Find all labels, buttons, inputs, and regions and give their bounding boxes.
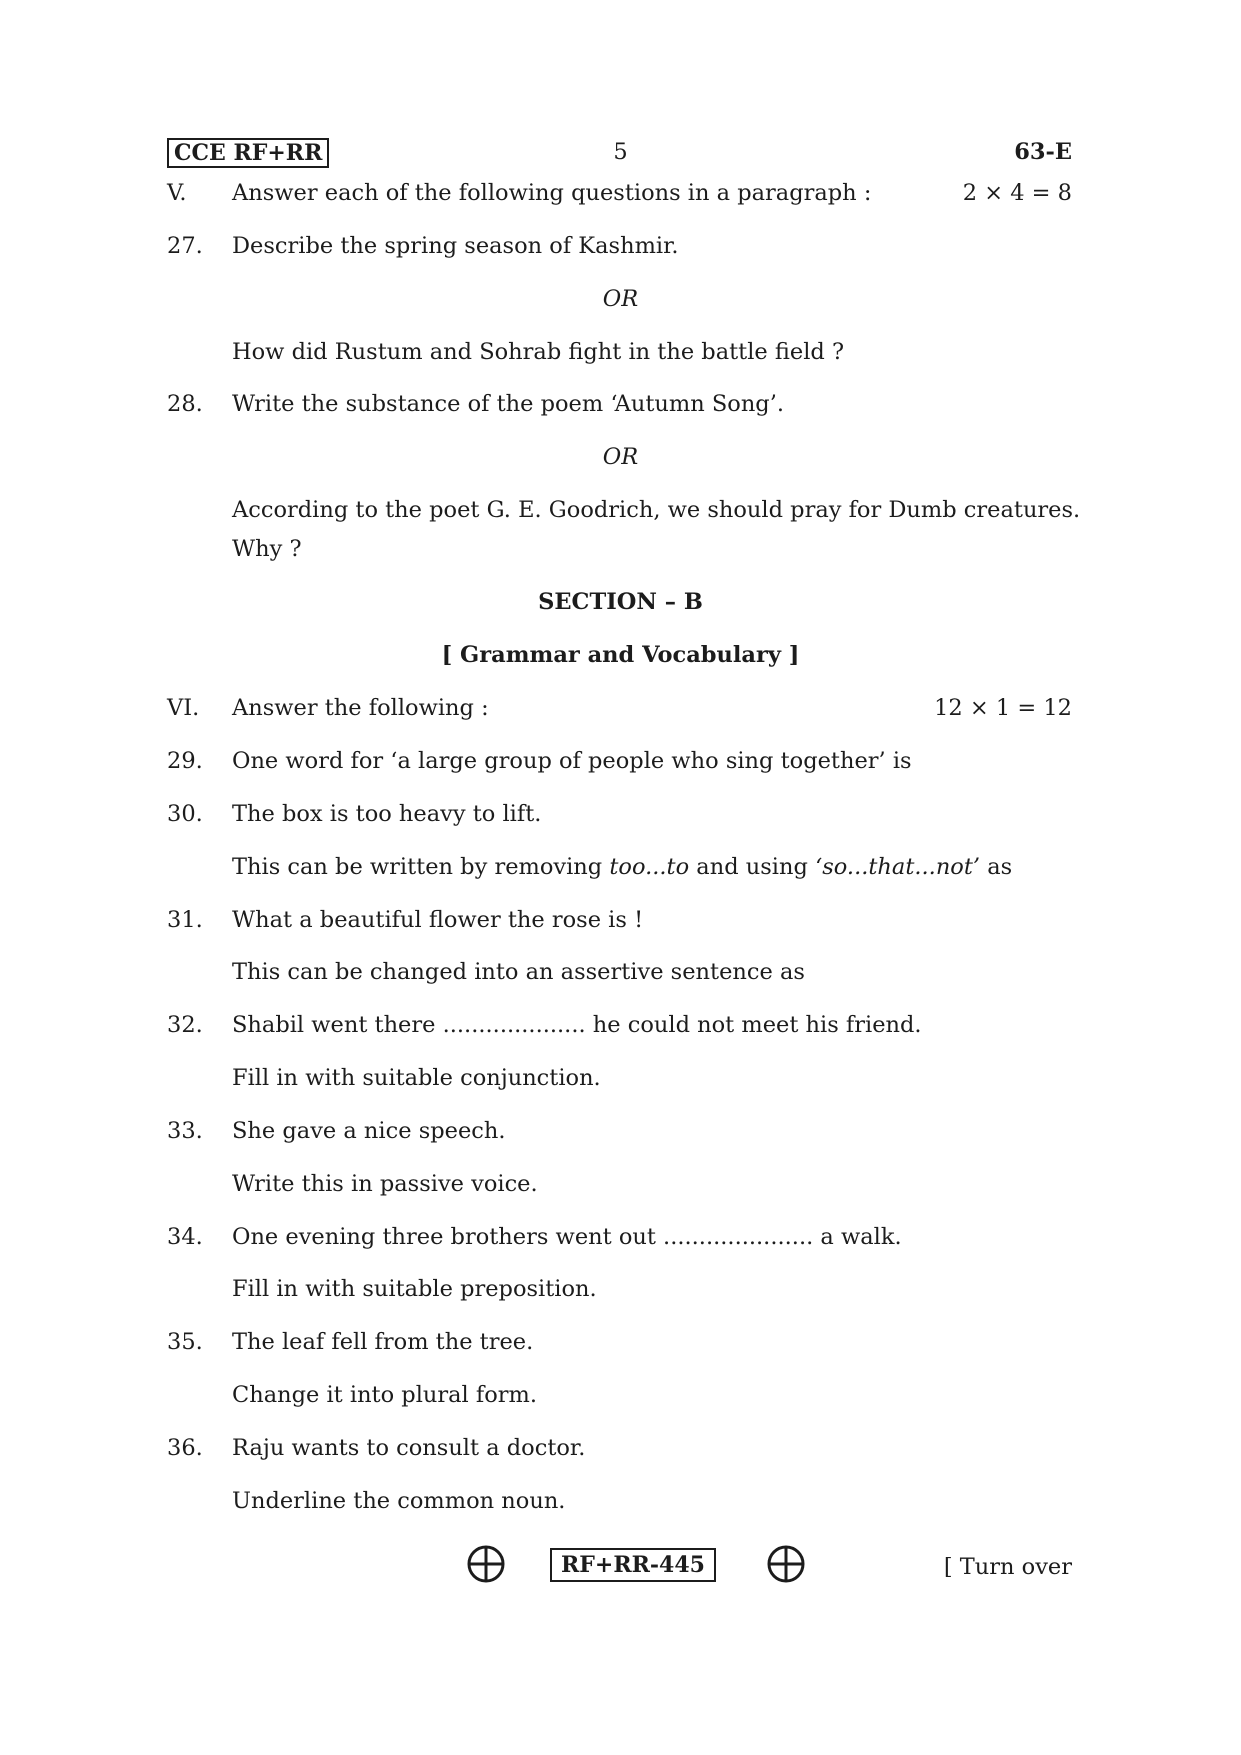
question-text: Describe the spring season of Kashmir. (232, 233, 679, 259)
footer-code-box (550, 1548, 716, 1582)
question-text: She gave a nice speech. (232, 1118, 506, 1144)
question-instruction: Write this in passive voice. (232, 1171, 538, 1197)
section-b-title: SECTION – B (538, 589, 703, 615)
question-alternative: How did Rustum and Sohrab fight in the battle field ? (232, 339, 845, 365)
section-v-instruction: Answer each of the following questions in a paragraph : (232, 180, 872, 206)
question-number: 36. (167, 1435, 203, 1461)
or-separator: OR (602, 286, 639, 312)
question-text: What a beautiful flower the rose is ! (232, 907, 644, 933)
section-vi-marks: 12 × 1 = 12 (934, 695, 1072, 721)
question-instruction: Underline the common noun. (232, 1488, 566, 1514)
question-number: 35. (167, 1329, 203, 1355)
question-number: 33. (167, 1118, 203, 1144)
question-text: The box is too heavy to lift. (232, 801, 542, 827)
question-number: 30. (167, 801, 203, 827)
section-v-numeral: V. (167, 180, 187, 206)
turn-over-text: [ Turn over (943, 1554, 1072, 1580)
question-number: 31. (167, 907, 203, 933)
question-instruction: Fill in with suitable conjunction. (232, 1065, 601, 1091)
instruction-part: This can be written by removing (232, 854, 610, 880)
question-number: 32. (167, 1012, 203, 1038)
footer-code-text: RF+RR-445 (561, 1552, 705, 1578)
question-number: 28. (167, 391, 203, 417)
question-text: Raju wants to consult a doctor. (232, 1435, 586, 1461)
page-number: 5 (613, 139, 628, 165)
question-text: Write the substance of the poem ‘Autumn Song’. (232, 391, 785, 417)
instruction-part: as (980, 854, 1013, 880)
question-text: One evening three brothers went out ..................... a walk. (232, 1224, 902, 1250)
section-vi-numeral: VI. (167, 695, 200, 721)
or-separator: OR (602, 444, 639, 470)
section-v-marks: 2 × 4 = 8 (962, 180, 1072, 206)
question-text: The leaf fell from the tree. (232, 1329, 534, 1355)
instruction-part: and using (689, 854, 816, 880)
circled-plus-icon (466, 1544, 506, 1584)
circled-plus-icon (766, 1544, 806, 1584)
question-alternative-continued: Why ? (232, 536, 302, 562)
header-code-text: CCE RF+RR (174, 140, 323, 166)
question-instruction: Change it into plural form. (232, 1382, 538, 1408)
question-instruction: Fill in with suitable preposition. (232, 1276, 597, 1302)
question-number: 29. (167, 748, 203, 774)
section-b-subtitle: [ Grammar and Vocabulary ] (441, 642, 800, 668)
question-number: 27. (167, 233, 203, 259)
question-number: 34. (167, 1224, 203, 1250)
instruction-emphasis: ‘so...that...not’ (815, 854, 981, 880)
question-text: Shabil went there .................... he could not meet his friend. (232, 1012, 922, 1038)
question-text: One word for ‘a large group of people who sing together’ is (232, 748, 912, 774)
paper-code: 63-E (1014, 139, 1072, 165)
question-instruction: This can be changed into an assertive sentence as (232, 959, 805, 985)
question-instruction (232, 853, 1012, 881)
instruction-emphasis: too...to (609, 854, 690, 880)
section-vi-instruction: Answer the following : (232, 695, 489, 721)
question-alternative: According to the poet G. E. Goodrich, we should pray for Dumb creatures. (232, 497, 1081, 523)
